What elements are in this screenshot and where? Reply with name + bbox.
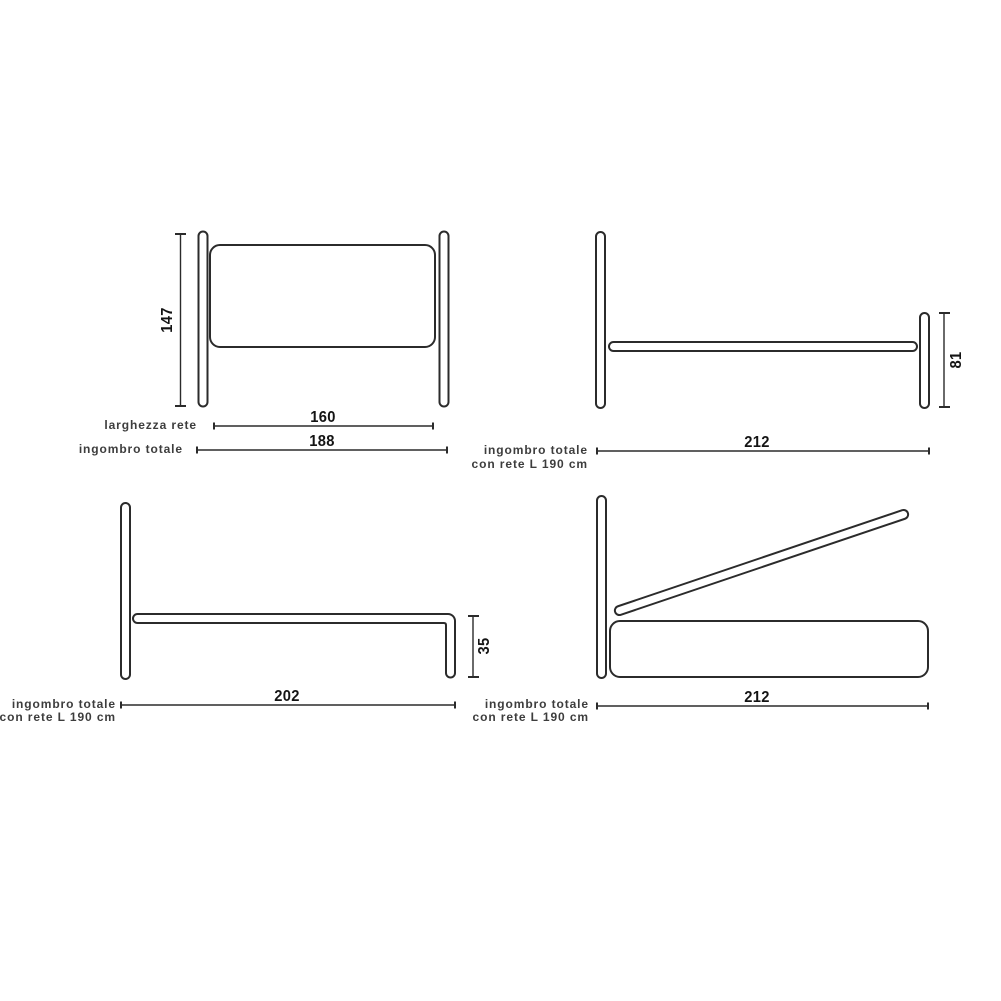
front-total-width-caption: ingombro totale [78, 442, 183, 456]
side-low-rail [133, 614, 455, 678]
front-total-width-value: 188 [309, 433, 335, 450]
side-open-storage-box [610, 621, 928, 677]
front-right-leg [440, 232, 449, 407]
side-view-shapes [596, 232, 929, 408]
side-footboard [920, 313, 929, 408]
side-open-caption-line1: ingombro totale [484, 697, 589, 711]
side-low-caption-line2: con rete L 190 cm [0, 710, 116, 724]
side-caption-line2: con rete L 190 cm [471, 457, 588, 471]
front-view-shapes [199, 232, 449, 407]
side-low-view-shapes [121, 503, 455, 679]
side-low-headboard [121, 503, 130, 679]
side-low-height-value: 35 [476, 637, 493, 655]
front-net-width-caption: larghezza rete [104, 418, 197, 432]
side-low-length-value: 202 [274, 688, 300, 705]
front-headboard-panel [210, 245, 435, 347]
side-open-view-shapes [597, 496, 928, 678]
front-net-width-value: 160 [310, 409, 336, 426]
front-left-leg [199, 232, 208, 407]
side-length-value: 212 [744, 434, 770, 451]
side-open-caption-line2: con rete L 190 cm [472, 710, 589, 724]
front-height-value: 147 [159, 307, 176, 333]
side-open-headboard [597, 496, 606, 678]
side-view-dimension-lines [597, 313, 950, 455]
side-rail [609, 342, 917, 351]
side-low-caption-line1: ingombro totale [11, 697, 116, 711]
side-height-value: 81 [948, 351, 965, 369]
side-headboard [596, 232, 605, 408]
side-open-lifted-slat [614, 509, 910, 616]
side-caption-line1: ingombro totale [483, 443, 588, 457]
side-open-length-value: 212 [744, 689, 770, 706]
